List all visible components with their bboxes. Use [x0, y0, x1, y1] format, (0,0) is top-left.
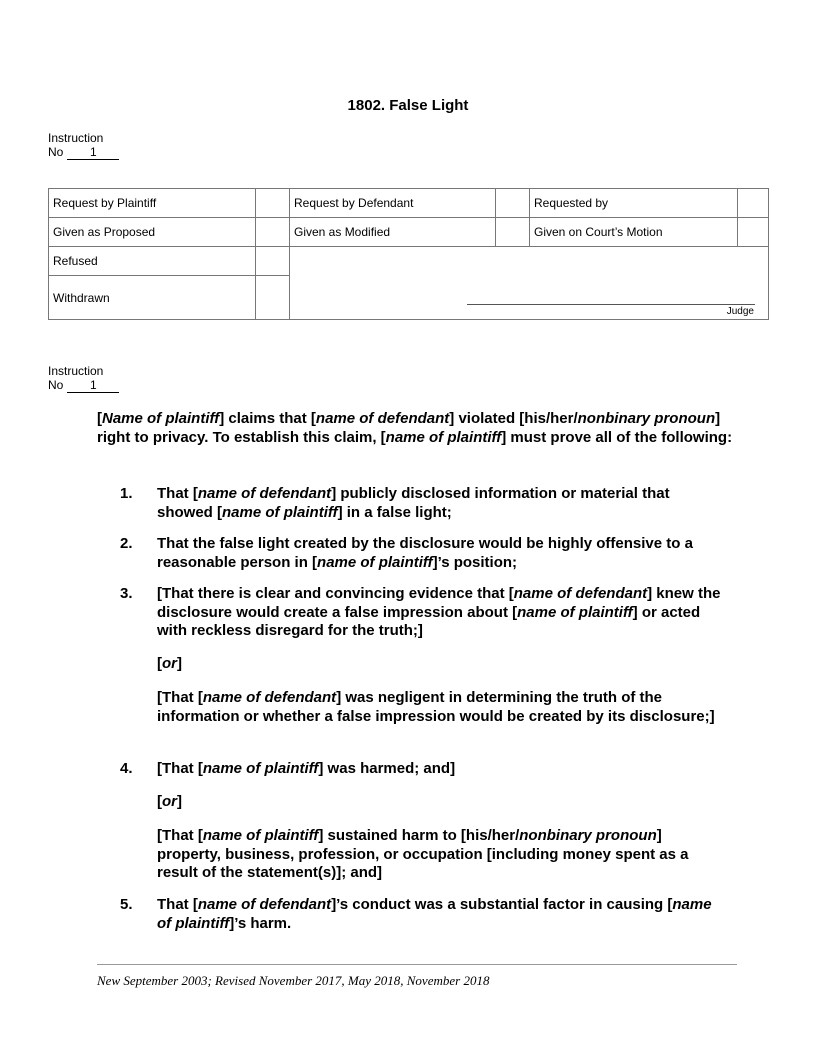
- given-on-courts-motion-box[interactable]: [738, 218, 768, 246]
- revision-history: New September 2003; Revised November 2017, May 2018, November 2018: [97, 973, 490, 988]
- instruction-label: Instruction: [48, 131, 104, 145]
- page-title: 1802. False Light: [347, 97, 469, 114]
- request-table: [48, 188, 769, 320]
- request-by-defendant-label: Request by Defendant: [294, 196, 414, 210]
- instruction-number-block: [48, 131, 119, 160]
- withdrawn-label: Withdrawn: [53, 290, 110, 305]
- instruction-number-block-2: [48, 364, 119, 393]
- judge-signature-line[interactable]: [467, 304, 755, 305]
- instruction-label-2: Instruction: [48, 364, 104, 378]
- instruction-number: 1: [67, 146, 119, 160]
- given-as-proposed-box[interactable]: [256, 218, 289, 246]
- refused-label: Refused: [53, 254, 98, 268]
- request-by-defendant-box[interactable]: [496, 189, 529, 217]
- judge-label: Judge: [726, 306, 754, 317]
- instruction-number-2: 1: [67, 379, 119, 393]
- requested-by-box[interactable]: [738, 189, 768, 217]
- given-as-modified-label: Given as Modified: [294, 225, 391, 239]
- no-label: No: [48, 145, 64, 159]
- intro-paragraph: [Name of plaintiff] claims that [name of defendant] violated [his/her/nonbinary pronoun] right to privacy. To establish this claim, [name of plaintiff] must prove all of the following:: [97, 410, 733, 446]
- given-as-proposed-label: Given as Proposed: [53, 225, 156, 239]
- requested-by-label: Requested by: [534, 196, 609, 210]
- withdrawn-box[interactable]: [256, 276, 289, 319]
- request-by-plaintiff-box[interactable]: [256, 189, 289, 217]
- given-on-courts-motion-label: Given on Court’s Motion: [534, 225, 663, 239]
- given-as-modified-box[interactable]: [496, 218, 529, 246]
- footer-divider: [97, 964, 737, 965]
- no-label-2: No: [48, 378, 64, 392]
- request-by-plaintiff-label: Request by Plaintiff: [53, 196, 157, 210]
- refused-box[interactable]: [256, 247, 289, 275]
